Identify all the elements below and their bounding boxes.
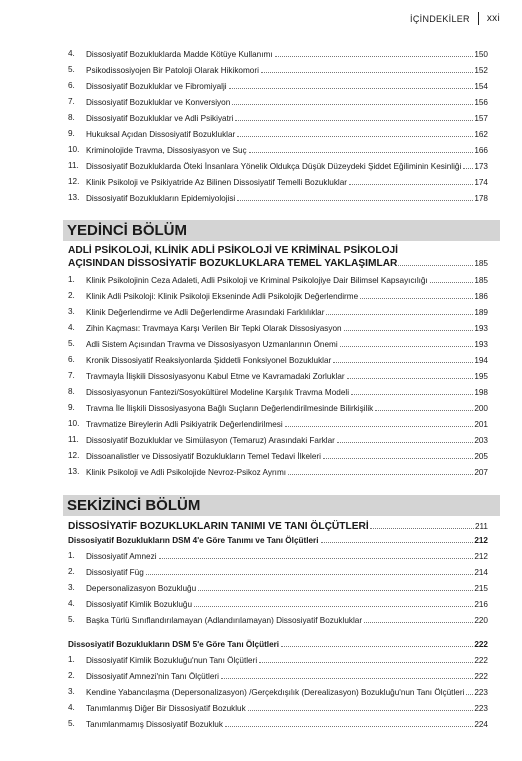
toc-entry-title: Adli Sistem Açısından Travma ve Dissosiyasyon Uzmanlarının Önemi [86, 340, 338, 349]
leader-dots [235, 113, 473, 121]
toc-entry-title: Tanımlanmamış Dissosiyatif Bozukluk [86, 720, 223, 729]
toc-entry-title: Dissosiyasyonun Fantezi/Sosyokültürel Modeline Karşılık Travma Modeli [86, 388, 350, 397]
toc-entry-title: Dissosiyatif Bozukluklar ve Konversiyon [86, 98, 231, 107]
leader-dots [364, 615, 473, 623]
toc-entry-page: 173 [474, 162, 488, 171]
leader-dots [259, 655, 473, 663]
toc-entry-page: 154 [474, 82, 488, 91]
toc-entry-number: 11. [68, 435, 79, 444]
toc-entry-number: 11. [68, 161, 79, 170]
chapter-8-title-page: 211 [474, 522, 488, 531]
leader-dots [398, 257, 473, 266]
toc-block-previous-chapter [68, 46, 488, 206]
toc-entry-page: 216 [474, 600, 488, 609]
toc-entry[interactable] [68, 94, 488, 110]
header-divider [478, 12, 479, 25]
toc-entry[interactable] [68, 190, 488, 206]
toc-entry-number: 1. [68, 551, 75, 560]
toc-entry[interactable] [68, 352, 488, 368]
toc-entry-page: 200 [474, 404, 488, 413]
chapter-7-title-line2: AÇISINDAN DİSSOSİYATİF BOZUKLUKLARA TEMEL YAKLAŞIMLAR [68, 258, 398, 269]
toc-entry-number: 12. [68, 177, 80, 186]
toc-entry[interactable] [68, 126, 488, 142]
toc-entry-page: 150 [474, 50, 488, 59]
chapter-7-title[interactable] [68, 244, 488, 270]
toc-entry-number: 4. [68, 703, 75, 712]
toc-entry-number: 3. [68, 583, 75, 592]
toc-entry-page: 193 [474, 324, 488, 333]
toc-entry-page: 205 [474, 452, 488, 461]
toc-entry-page: 222 [474, 672, 488, 681]
toc-entry-page: 214 [474, 568, 488, 577]
toc-entry-number: 5. [68, 339, 75, 348]
toc-entry-page: 207 [474, 468, 488, 477]
toc-entry-page: 224 [474, 720, 488, 729]
toc-entry-page: 193 [474, 340, 488, 349]
toc-entry-title: Dissosiyatif Bozukluklarda Öteki İnsanlara Yönelik Oldukça Düşük Düzeydeki Şiddet Eğiliminin Kesinliği [86, 162, 462, 171]
toc-entry[interactable] [68, 580, 488, 596]
leader-dots [198, 583, 473, 591]
toc-entry[interactable] [68, 564, 488, 580]
toc-entry[interactable] [68, 700, 488, 716]
toc-entry[interactable] [68, 320, 488, 336]
toc-entry-number: 2. [68, 567, 75, 576]
toc-subheading[interactable] [68, 532, 488, 548]
header-page-number: xxi [486, 13, 500, 24]
toc-entry-title: Tanımlanmış Diğer Bir Dissosiyatif Bozukluk [86, 704, 246, 713]
toc-block-chapter-8-dsm5 [68, 636, 488, 732]
leader-dots [248, 703, 474, 711]
toc-entry[interactable] [68, 142, 488, 158]
leader-dots [237, 193, 473, 201]
toc-entry-number: 1. [68, 655, 75, 664]
toc-entry[interactable] [68, 110, 488, 126]
toc-entry-page: 156 [474, 98, 488, 107]
leader-dots [221, 671, 473, 679]
toc-entry-page: 178 [474, 194, 488, 203]
leader-dots [285, 419, 474, 427]
toc-entry-number: 8. [68, 113, 75, 122]
toc-entry[interactable] [68, 652, 488, 668]
toc-entry-title: Travmayla İlişkili Dissosiyasyonu Kabul Etme ve Kavramadaki Zorluklar [86, 372, 345, 381]
toc-entry-title: Dissosiyatif Bozuklukların DSM 5'e Göre Tanı Ölçütleri [68, 640, 280, 649]
toc-entry-number: 6. [68, 81, 75, 90]
toc-entry-title: Dissosiyatif Amnezi [86, 552, 157, 561]
toc-entry-title: Klinik Değerlendirme ve Adli Değerlendirme Arasındaki Farklılıklar [86, 308, 325, 317]
toc-entry-number: 5. [68, 719, 75, 728]
toc-entry-title: Travma İle İlişkili Dissosiyasyona Bağlı Suçların Değerlendirilmesinde Bilirkişilik [86, 404, 374, 413]
toc-entry[interactable] [68, 464, 488, 480]
toc-entry-number: 10. [68, 419, 80, 428]
chapter-heading-7: YEDİNCİ BÖLÜM [63, 220, 500, 241]
toc-entry-number: 12. [68, 451, 80, 460]
toc-entry-number: 7. [68, 371, 75, 380]
leader-dots [288, 467, 473, 475]
toc-entry-title: Dissosiyatif Bozuklukların DSM 4'e Göre Tanımı ve Tanı Ölçütleri [68, 536, 319, 545]
toc-entry-number: 4. [68, 599, 75, 608]
toc-entry-title: Dissosiyatif Kimlik Bozukluğu [86, 600, 193, 609]
leader-dots [347, 371, 474, 379]
toc-entry[interactable] [68, 596, 488, 612]
toc-entry-title: Klinik Adli Psikoloji: Klinik Psikoloji Ekseninde Adli Psikolojik Değerlendirme [86, 292, 359, 301]
toc-entry-page: 201 [474, 420, 488, 429]
toc-entry[interactable] [68, 288, 488, 304]
chapter-7-title-line1: ADLİ PSİKOLOJİ, KLİNİK ADLİ PSİKOLOJİ VE KRİMİNAL PSİKOLOJİ [68, 245, 398, 256]
leader-dots [225, 719, 473, 727]
toc-entry[interactable] [68, 158, 488, 174]
toc-entry-number: 3. [68, 687, 75, 696]
toc-entry-page: 212 [474, 552, 488, 561]
leader-dots [463, 161, 473, 169]
chapter-8-title-text: DİSSOSİYATİF BOZUKLUKLARIN TANIMI VE TANI ÖLÇÜTLERİ [68, 521, 369, 532]
leader-dots [323, 451, 473, 459]
leader-dots [229, 81, 474, 89]
toc-entry[interactable] [68, 684, 488, 700]
toc-entry-title: Dissosiyatif Bozukluklar ve Simülasyon (Temaruz) Arasındaki Farklar [86, 436, 335, 445]
toc-entry-title: Dissosiyatif Kimlik Bozukluğu'nun Tanı Ölçütleri [86, 656, 258, 665]
leader-dots [194, 599, 473, 607]
toc-entry-number: 10. [68, 145, 80, 154]
leader-dots [159, 551, 474, 559]
toc-block-chapter-8-dsm4 [68, 532, 488, 628]
toc-entry-number: 2. [68, 291, 75, 300]
toc-entry[interactable] [68, 668, 488, 684]
toc-entry-title: Klinik Psikolojinin Ceza Adaleti, Adli Psikoloji ve Kriminal Psikolojiye Dair Bilimsel Kapsayıcılığı [86, 276, 428, 285]
toc-entry[interactable] [68, 548, 488, 564]
toc-entry[interactable] [68, 272, 488, 288]
toc-entry-number: 5. [68, 65, 75, 74]
leader-dots [370, 520, 474, 529]
toc-entry-title: Dissosiyatif Bozukluklar ve Adli Psikiyatri [86, 114, 234, 123]
toc-entry-page: 195 [474, 372, 488, 381]
toc-entry[interactable] [68, 336, 488, 352]
leader-dots [275, 49, 474, 57]
toc-entry-number: 1. [68, 275, 75, 284]
toc-entry-title: Klinik Psikoloji ve Psikiyatride Az Bilinen Dissosiyatif Temelli Bozukluklar [86, 178, 348, 187]
toc-entry-title: Klinik Psikoloji ve Adli Psikolojide Nevroz-Psikoz Ayrımı [86, 468, 287, 477]
toc-entry-title: Dissosiyatif Füg [86, 568, 144, 577]
toc-entry-title: Dissosiyatif Bozukluklar ve Fibromiyalji [86, 82, 227, 91]
toc-entry-page: 212 [474, 536, 488, 545]
toc-entry-number: 9. [68, 403, 75, 412]
toc-entry-number: 4. [68, 323, 75, 332]
toc-entry-page: 222 [474, 640, 488, 649]
toc-entry-number: 13. [68, 193, 80, 202]
leader-dots [321, 535, 474, 543]
toc-entry-title: Dissosiyatif Bozuklukların Epidemiyolojisi [86, 194, 236, 203]
leader-dots [237, 129, 473, 137]
toc-entry[interactable] [68, 612, 488, 628]
toc-entry[interactable] [68, 304, 488, 320]
toc-entry-title: Zihin Kaçması: Travmaya Karşı Verilen Bir Tepki Olarak Dissosiyasyon [86, 324, 342, 333]
toc-entry-number: 8. [68, 387, 75, 396]
toc-entry[interactable] [68, 62, 488, 78]
leader-dots [261, 65, 473, 73]
toc-entry-page: 166 [474, 146, 488, 155]
toc-entry[interactable] [68, 400, 488, 416]
toc-entry-page: 222 [474, 656, 488, 665]
toc-entry-number: 7. [68, 97, 75, 106]
toc-entry-page: 186 [474, 292, 488, 301]
toc-entry-page: 174 [474, 178, 488, 187]
toc-entry-title: Başka Türlü Sınıflandırılamayan (Adlandırılamayan) Dissosiyatif Bozukluklar [86, 616, 363, 625]
leader-dots [333, 355, 473, 363]
leader-dots [375, 403, 473, 411]
toc-entry-page: 157 [474, 114, 488, 123]
toc-subheading[interactable] [68, 636, 488, 652]
toc-entry[interactable] [68, 368, 488, 384]
toc-entry-page: 215 [474, 584, 488, 593]
leader-dots [146, 567, 474, 575]
toc-entry[interactable] [68, 716, 488, 732]
toc-entry-number: 13. [68, 467, 80, 476]
toc-entry-title: Dissosiyatif Amnezi'nin Tanı Ölçütleri [86, 672, 219, 681]
running-header [410, 12, 500, 25]
toc-entry-number: 3. [68, 307, 75, 316]
leader-dots [340, 339, 474, 347]
toc-entry[interactable] [68, 384, 488, 400]
toc-entry-page: 152 [474, 66, 488, 75]
toc-entry-title: Kriminolojide Travma, Dissosiyasyon ve Suç [86, 146, 247, 155]
toc-entry-number: 4. [68, 49, 75, 58]
leader-dots [360, 291, 473, 299]
leader-dots [249, 145, 474, 153]
toc-entry[interactable] [68, 46, 488, 62]
toc-entry-number: 6. [68, 355, 75, 364]
toc-entry-number: 9. [68, 129, 75, 138]
leader-dots [430, 275, 474, 283]
toc-entry-page: 185 [474, 276, 488, 285]
toc-entry-title: Kronik Dissosiyatif Reaksiyonlarda Şiddetli Fonksiyonel Bozukluklar [86, 356, 332, 365]
chapter-7-title-page: 185 [474, 259, 488, 268]
header-section: İÇİNDEKİLER [410, 13, 470, 24]
toc-entry-title: Travmatize Bireylerin Adli Psikiyatrik Değerlendirilmesi [86, 420, 283, 429]
toc-entry-page: 203 [474, 436, 488, 445]
toc-entry-title: Kendine Yabancılaşma (Depersonalizasyon) /Gerçekdışılık (Derealizasyon) Bozukluğu'nun Tanı Ölçütleri [86, 688, 465, 697]
toc-entry-title: Dissoanalistler ve Dissosiyatif Bozuklukların Temel Tedavi İlkeleri [86, 452, 321, 461]
toc-entry[interactable] [68, 174, 488, 190]
toc-entry-page: 189 [474, 308, 488, 317]
leader-dots [344, 323, 474, 331]
toc-entry[interactable] [68, 416, 488, 432]
toc-entry-title: Depersonalizasyon Bozukluğu [86, 584, 197, 593]
toc-entry-page: 223 [474, 704, 488, 713]
toc-entry-page: 194 [474, 356, 488, 365]
toc-entry[interactable] [68, 432, 488, 448]
leader-dots [232, 97, 473, 105]
toc-entry-title: Psikodissosiyojen Bir Patoloji Olarak Hikikomori [86, 66, 259, 75]
leader-dots [326, 307, 473, 315]
toc-entry-page: 162 [474, 130, 488, 139]
toc-entry-page: 223 [474, 688, 488, 697]
toc-block-chapter-7 [68, 272, 488, 480]
leader-dots [351, 387, 473, 395]
toc-entry-title: Hukuksal Açıdan Dissosiyatif Bozukluklar [86, 130, 236, 139]
chapter-heading-8: SEKİZİNCİ BÖLÜM [63, 495, 500, 516]
toc-entry-number: 5. [68, 615, 75, 624]
leader-dots [466, 687, 473, 695]
toc-entry-page: 220 [474, 616, 488, 625]
toc-entry-number: 2. [68, 671, 75, 680]
toc-entry[interactable] [68, 78, 488, 94]
leader-dots [349, 177, 473, 185]
toc-entry-page: 198 [474, 388, 488, 397]
leader-dots [337, 435, 473, 443]
toc-entry-title: Dissosiyatif Bozukluklarda Madde Kötüye Kullanımı [86, 50, 273, 59]
toc-entry[interactable] [68, 448, 488, 464]
leader-dots [281, 639, 473, 647]
